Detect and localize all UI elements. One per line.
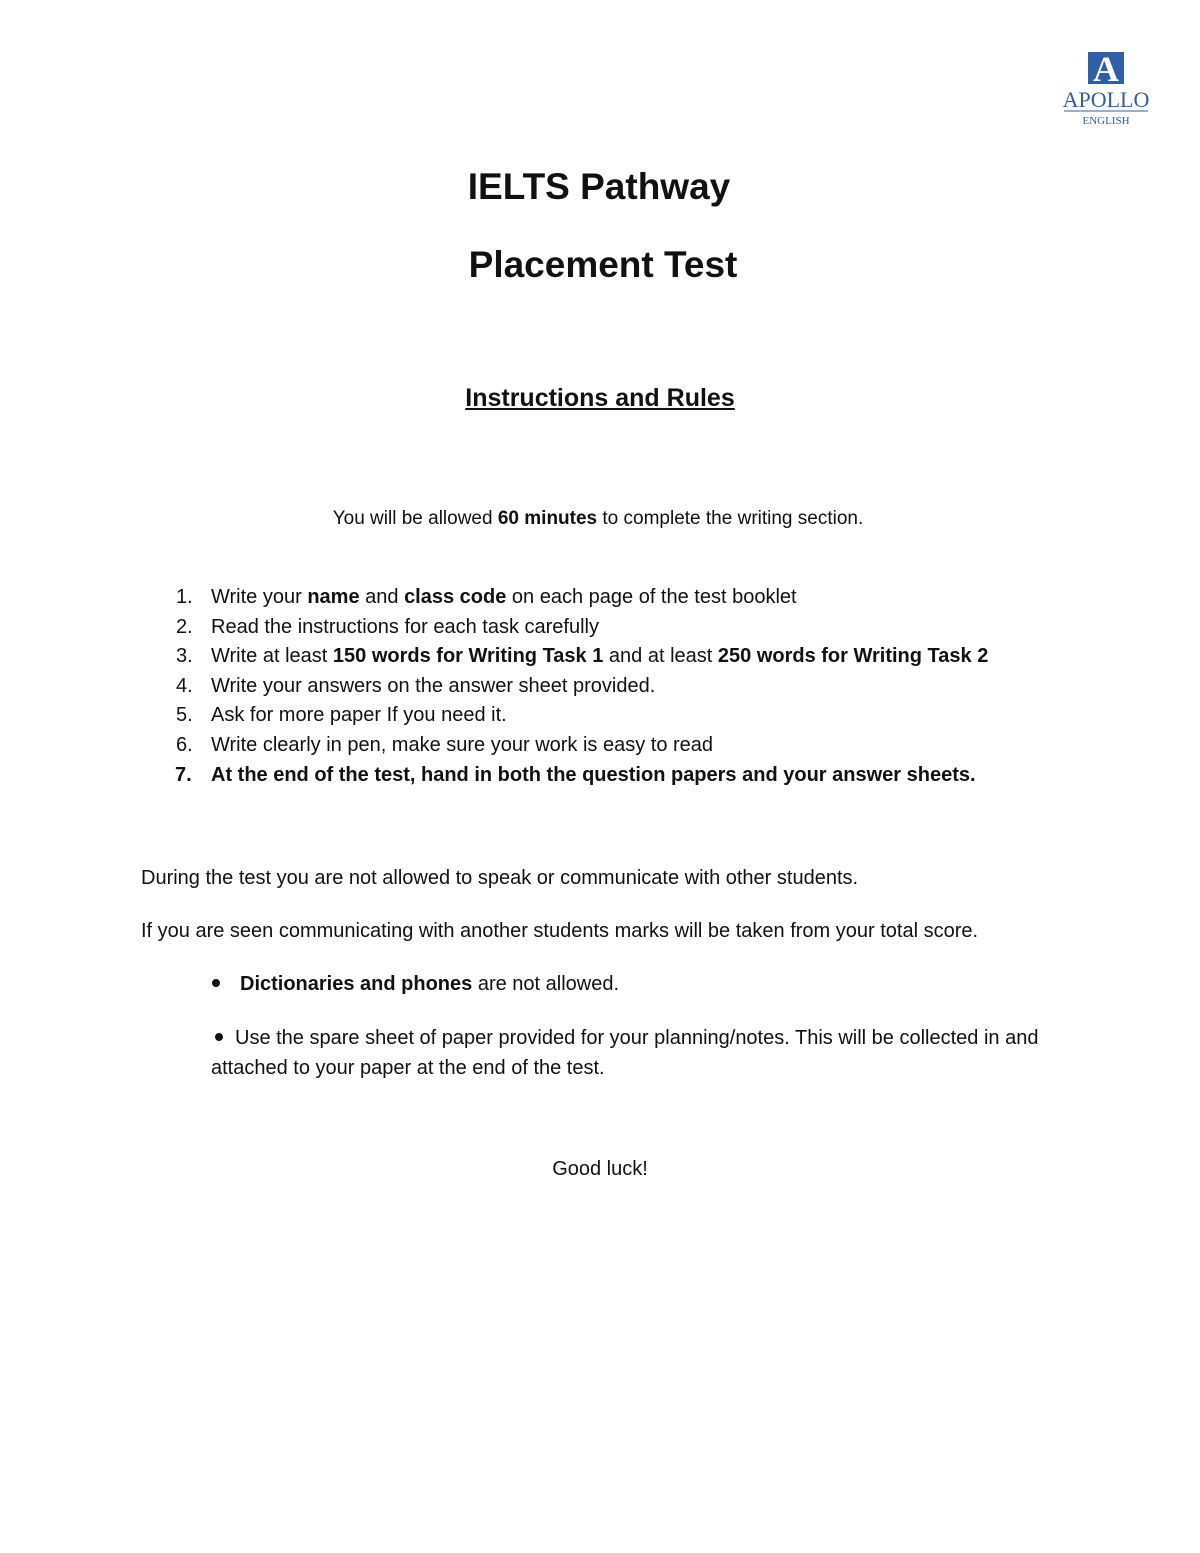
bullet-item-dictionaries bbox=[212, 970, 619, 998]
rule-text: on each page of the test booklet bbox=[506, 586, 797, 608]
paragraph-penalty: If you are seen communicating with another students marks will be taken from your total score. bbox=[141, 920, 979, 942]
intro-time: 60 minutes bbox=[497, 508, 598, 529]
rule-item bbox=[170, 642, 1130, 672]
rule-text: 250 words for Writing Task 2 bbox=[717, 645, 989, 668]
instructions-heading: Instructions and Rules bbox=[465, 384, 735, 412]
rule-text: Write clearly in pen, make sure your work is easy to read bbox=[211, 733, 714, 756]
closing-text: Good luck! bbox=[552, 1158, 648, 1180]
paragraph-no-communication: During the test you are not allowed to speak or communicate with other students. bbox=[141, 867, 859, 889]
bullet-spare-sheet-text: Use the spare sheet of paper provided for your planning/notes. This will be collected in and attached to your paper at the end of the test. bbox=[211, 1027, 1039, 1079]
bullet-icon bbox=[212, 979, 220, 987]
rule-text: Read the instructions for each task carefully bbox=[211, 615, 599, 638]
logo-name: APOLLO bbox=[1062, 87, 1150, 112]
rule-text: and bbox=[359, 586, 405, 608]
intro-prefix: You will be allowed bbox=[332, 508, 498, 529]
rule-text: Write at least bbox=[211, 645, 333, 668]
rule-text: and at least bbox=[603, 645, 718, 668]
bullet-item-spare-sheet bbox=[211, 1023, 1061, 1083]
rule-number: 3. bbox=[176, 645, 193, 668]
rule-item bbox=[170, 583, 1130, 613]
apollo-english-logo bbox=[1058, 50, 1154, 130]
title-line-1: IELTS Pathway bbox=[467, 166, 731, 207]
rule-item bbox=[170, 761, 1130, 791]
rule-item bbox=[170, 672, 1130, 702]
rule-number: 5. bbox=[176, 704, 193, 727]
rule-text: Ask for more paper If you need it. bbox=[211, 704, 507, 727]
rule-number: 6. bbox=[176, 733, 193, 756]
rule-text: 150 words for Writing Task 1 bbox=[332, 645, 604, 668]
rule-text: Write your answers on the answer sheet provided. bbox=[211, 674, 656, 697]
rule-item bbox=[170, 731, 1130, 761]
rule-number: 1. bbox=[176, 586, 193, 608]
rule-text: Write your bbox=[211, 586, 308, 608]
rule-item bbox=[170, 613, 1130, 643]
title-line-2: Placement Test bbox=[468, 244, 738, 285]
rule-number: 4. bbox=[176, 674, 193, 697]
rule-item bbox=[170, 701, 1130, 731]
intro-suffix: to complete the writing section. bbox=[597, 508, 864, 529]
bullet-icon bbox=[215, 1033, 223, 1041]
intro-paragraph bbox=[320, 506, 876, 532]
bullet-dictionaries-bold: Dictionaries and phones bbox=[240, 973, 473, 995]
bullet-dictionaries-rest: are not allowed. bbox=[472, 973, 620, 995]
rule-text: name bbox=[307, 586, 360, 608]
logo-letter: A bbox=[1093, 50, 1119, 89]
logo-sub: ENGLISH bbox=[1082, 115, 1130, 127]
rule-text: At the end of the test, hand in both the question papers and your answer sheets. bbox=[211, 763, 976, 786]
rule-number: 2. bbox=[176, 615, 193, 638]
rule-number: 7. bbox=[175, 763, 192, 786]
rules-list bbox=[170, 583, 1130, 790]
rule-text: class code bbox=[404, 586, 507, 608]
